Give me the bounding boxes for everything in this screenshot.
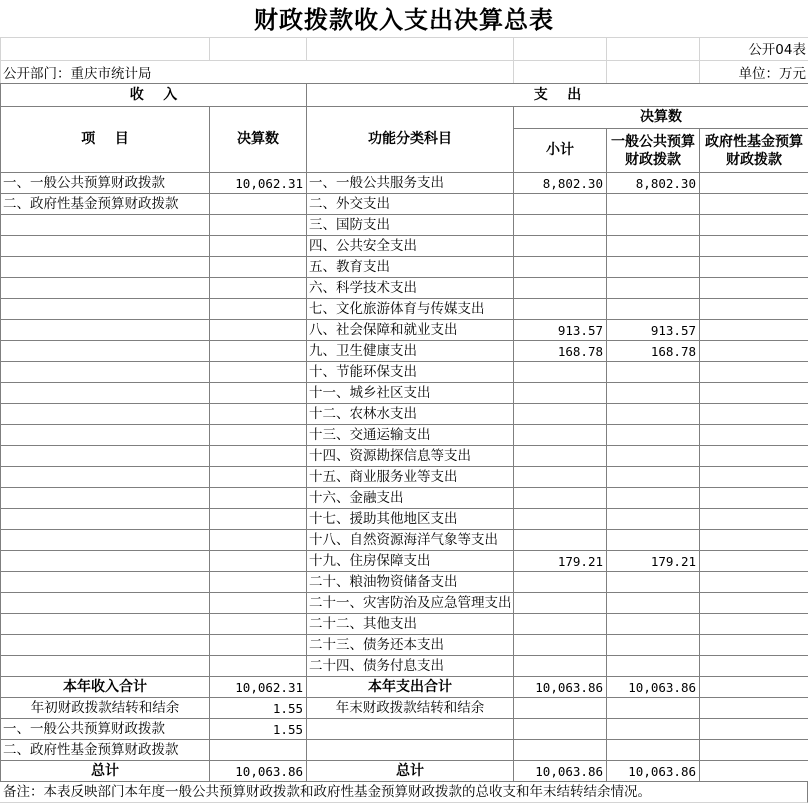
income-amount — [210, 425, 307, 446]
expenditure-general — [607, 509, 700, 530]
income-amount — [210, 215, 307, 236]
empty-cell — [607, 719, 700, 740]
expenditure-item: 十一、城乡社区支出 — [307, 383, 514, 404]
subtotal-header: 小计 — [514, 129, 607, 173]
income-amount — [210, 404, 307, 425]
income-amount — [210, 383, 307, 404]
income-item — [1, 551, 210, 572]
income-header: 收 入 — [1, 84, 307, 107]
expenditure-general — [607, 572, 700, 593]
table-row — [1, 446, 808, 467]
expenditure-item: 五、教育支出 — [307, 257, 514, 278]
expenditure-total-general: 10,063.86 — [607, 677, 700, 698]
expenditure-subtotal — [514, 656, 607, 677]
income-amount — [210, 551, 307, 572]
expenditure-general — [607, 299, 700, 320]
form-code: 公开04表 — [700, 37, 808, 60]
unit-label: 单位：万元 — [700, 60, 808, 83]
income-amount — [210, 593, 307, 614]
table-row — [1, 236, 808, 257]
expenditure-total-subtotal: 10,063.86 — [514, 677, 607, 698]
expenditure-subtotal — [514, 383, 607, 404]
expenditure-item: 九、卫生健康支出 — [307, 341, 514, 362]
income-item — [1, 341, 210, 362]
expenditure-general — [607, 257, 700, 278]
income-item — [1, 593, 210, 614]
end-balance-label: 年末财政拨款结转和结余 — [307, 698, 514, 719]
income-item — [1, 572, 210, 593]
grand-total-subtotal: 10,063.86 — [514, 761, 607, 782]
expenditure-fund — [700, 446, 808, 467]
table-row — [1, 194, 808, 215]
expenditure-general — [607, 383, 700, 404]
empty-cell — [307, 740, 514, 761]
expenditure-subtotal — [514, 404, 607, 425]
table-row — [1, 530, 808, 551]
table-row — [1, 551, 808, 572]
expenditure-subtotal — [514, 530, 607, 551]
income-amount — [210, 257, 307, 278]
table-row — [1, 488, 808, 509]
general-budget-header: 一般公共预算财政拨款 — [607, 129, 700, 173]
expenditure-subtotal — [514, 236, 607, 257]
expenditure-item: 十九、住房保障支出 — [307, 551, 514, 572]
item-header: 项 目 — [1, 107, 210, 173]
expenditure-general — [607, 635, 700, 656]
expenditure-general — [607, 530, 700, 551]
begin-general-label: 一、一般公共预算财政拨款 — [1, 719, 210, 740]
expenditure-fund — [700, 236, 808, 257]
income-amount — [210, 320, 307, 341]
grand-total-expenditure-label: 总计 — [307, 761, 514, 782]
meta-cell — [514, 37, 607, 60]
table-row — [1, 404, 808, 425]
expenditure-fund — [700, 257, 808, 278]
expenditure-fund — [700, 593, 808, 614]
expenditure-item: 十六、金融支出 — [307, 488, 514, 509]
income-item — [1, 299, 210, 320]
expenditure-total-fund — [700, 677, 808, 698]
expenditure-fund — [700, 614, 808, 635]
income-item — [1, 509, 210, 530]
table-row — [1, 299, 808, 320]
expenditure-general — [607, 656, 700, 677]
expenditure-item: 二十四、债务付息支出 — [307, 656, 514, 677]
expenditure-fund — [700, 509, 808, 530]
meta-cell — [607, 37, 700, 60]
expenditure-fund — [700, 656, 808, 677]
final-amount-group-header: 决算数 — [514, 107, 808, 129]
income-amount — [210, 341, 307, 362]
expenditure-fund — [700, 404, 808, 425]
expenditure-header: 支 出 — [307, 84, 808, 107]
table-row — [1, 173, 808, 194]
income-amount — [210, 509, 307, 530]
expenditure-subtotal — [514, 635, 607, 656]
budget-table — [0, 83, 808, 782]
expenditure-item: 十七、援助其他地区支出 — [307, 509, 514, 530]
income-item — [1, 236, 210, 257]
empty-cell — [607, 740, 700, 761]
expenditure-item: 二、外交支出 — [307, 194, 514, 215]
income-amount — [210, 236, 307, 257]
expenditure-fund — [700, 299, 808, 320]
final-amount-header: 决算数 — [210, 107, 307, 173]
income-amount — [210, 362, 307, 383]
table-row — [1, 362, 808, 383]
income-item — [1, 278, 210, 299]
grand-total-fund — [700, 761, 808, 782]
expenditure-general: 168.78 — [607, 341, 700, 362]
income-total-label: 本年收入合计 — [1, 677, 210, 698]
expenditure-item: 十、节能环保支出 — [307, 362, 514, 383]
income-amount — [210, 278, 307, 299]
income-item — [1, 257, 210, 278]
expenditure-fund — [700, 383, 808, 404]
expenditure-fund — [700, 341, 808, 362]
expenditure-subtotal — [514, 278, 607, 299]
income-item: 二、政府性基金预算财政拨款 — [1, 194, 210, 215]
expenditure-item: 二十一、灾害防治及应急管理支出 — [307, 593, 514, 614]
table-row — [1, 509, 808, 530]
expenditure-total-label: 本年支出合计 — [307, 677, 514, 698]
expenditure-item: 十三、交通运输支出 — [307, 425, 514, 446]
meta-cell — [307, 37, 514, 60]
expenditure-subtotal — [514, 362, 607, 383]
table-row — [1, 656, 808, 677]
end-balance-fund — [700, 698, 808, 719]
expenditure-item: 十八、自然资源海洋气象等支出 — [307, 530, 514, 551]
expenditure-fund — [700, 572, 808, 593]
expenditure-fund — [700, 488, 808, 509]
expenditure-general: 8,802.30 — [607, 173, 700, 194]
page-title: 财政拨款收入支出决算总表 — [0, 0, 808, 38]
begin-balance-value: 1.55 — [210, 698, 307, 719]
table-row — [1, 593, 808, 614]
income-item — [1, 404, 210, 425]
income-item — [1, 656, 210, 677]
income-amount — [210, 530, 307, 551]
expenditure-fund — [700, 215, 808, 236]
income-item — [1, 425, 210, 446]
income-item — [1, 614, 210, 635]
expenditure-general — [607, 278, 700, 299]
income-amount — [210, 467, 307, 488]
begin-fund-label: 二、政府性基金预算财政拨款 — [1, 740, 210, 761]
grand-total-income-value: 10,063.86 — [210, 761, 307, 782]
expenditure-general — [607, 614, 700, 635]
income-amount — [210, 488, 307, 509]
table-row — [1, 278, 808, 299]
table-row — [1, 572, 808, 593]
expenditure-item: 八、社会保障和就业支出 — [307, 320, 514, 341]
expenditure-fund — [700, 425, 808, 446]
expenditure-fund — [700, 467, 808, 488]
expenditure-subtotal: 168.78 — [514, 341, 607, 362]
income-amount — [210, 656, 307, 677]
meta-cell — [1, 37, 210, 60]
meta-cell — [607, 60, 700, 83]
expenditure-subtotal — [514, 194, 607, 215]
empty-cell — [514, 719, 607, 740]
income-item — [1, 467, 210, 488]
expenditure-general — [607, 404, 700, 425]
expenditure-general — [607, 362, 700, 383]
expenditure-subtotal — [514, 488, 607, 509]
expenditure-general: 179.21 — [607, 551, 700, 572]
department-label: 公开部门：重庆市统计局 — [1, 60, 514, 83]
income-item — [1, 320, 210, 341]
table-row — [1, 467, 808, 488]
empty-cell — [514, 740, 607, 761]
expenditure-subtotal — [514, 446, 607, 467]
expenditure-general — [607, 215, 700, 236]
table-row — [1, 320, 808, 341]
expenditure-fund — [700, 278, 808, 299]
expenditure-fund — [700, 194, 808, 215]
expenditure-item: 一、一般公共服务支出 — [307, 173, 514, 194]
income-item — [1, 215, 210, 236]
income-total-value: 10,062.31 — [210, 677, 307, 698]
functional-category-header: 功能分类科目 — [307, 107, 514, 173]
expenditure-subtotal — [514, 572, 607, 593]
table-row — [1, 341, 808, 362]
income-item: 一、一般公共预算财政拨款 — [1, 173, 210, 194]
meta-table — [0, 37, 808, 84]
gov-fund-header: 政府性基金预算财政拨款 — [700, 129, 808, 173]
table-row — [1, 614, 808, 635]
expenditure-item: 四、公共安全支出 — [307, 236, 514, 257]
end-balance-general — [607, 698, 700, 719]
income-item — [1, 383, 210, 404]
income-amount — [210, 614, 307, 635]
income-amount — [210, 572, 307, 593]
begin-fund-value — [210, 740, 307, 761]
expenditure-item: 二十、粮油物资储备支出 — [307, 572, 514, 593]
expenditure-subtotal — [514, 467, 607, 488]
income-amount: 10,062.31 — [210, 173, 307, 194]
grand-total-general: 10,063.86 — [607, 761, 700, 782]
income-item — [1, 362, 210, 383]
expenditure-general — [607, 236, 700, 257]
expenditure-general: 913.57 — [607, 320, 700, 341]
expenditure-item: 十二、农林水支出 — [307, 404, 514, 425]
expenditure-item: 六、科学技术支出 — [307, 278, 514, 299]
table-row — [1, 215, 808, 236]
expenditure-subtotal: 8,802.30 — [514, 173, 607, 194]
expenditure-fund — [700, 530, 808, 551]
expenditure-general — [607, 446, 700, 467]
income-item — [1, 530, 210, 551]
expenditure-subtotal: 913.57 — [514, 320, 607, 341]
empty-cell — [700, 719, 808, 740]
income-amount — [210, 635, 307, 656]
footnote: 备注：本表反映部门本年度一般公共预算财政拨款和政府性基金预算财政拨款的总收支和年末结转结余情况。 — [0, 781, 808, 803]
grand-total-income-label: 总计 — [1, 761, 210, 782]
expenditure-subtotal — [514, 215, 607, 236]
income-item — [1, 446, 210, 467]
expenditure-subtotal: 179.21 — [514, 551, 607, 572]
expenditure-item: 十五、商业服务业等支出 — [307, 467, 514, 488]
expenditure-subtotal — [514, 614, 607, 635]
expenditure-subtotal — [514, 593, 607, 614]
expenditure-general — [607, 194, 700, 215]
income-item — [1, 488, 210, 509]
meta-cell — [210, 37, 307, 60]
expenditure-subtotal — [514, 299, 607, 320]
table-row — [1, 425, 808, 446]
expenditure-fund — [700, 551, 808, 572]
expenditure-fund — [700, 320, 808, 341]
table-row — [1, 635, 808, 656]
begin-balance-label: 年初财政拨款结转和结余 — [1, 698, 210, 719]
meta-cell — [514, 60, 607, 83]
income-amount — [210, 299, 307, 320]
empty-cell — [700, 740, 808, 761]
expenditure-general — [607, 488, 700, 509]
table-row — [1, 383, 808, 404]
empty-cell — [307, 719, 514, 740]
expenditure-subtotal — [514, 425, 607, 446]
expenditure-subtotal — [514, 257, 607, 278]
expenditure-item: 二十三、债务还本支出 — [307, 635, 514, 656]
table-row — [1, 257, 808, 278]
end-balance-subtotal — [514, 698, 607, 719]
expenditure-fund — [700, 173, 808, 194]
income-amount — [210, 194, 307, 215]
expenditure-item: 二十二、其他支出 — [307, 614, 514, 635]
expenditure-item: 七、文化旅游体育与传媒支出 — [307, 299, 514, 320]
expenditure-subtotal — [514, 509, 607, 530]
expenditure-general — [607, 467, 700, 488]
expenditure-general — [607, 425, 700, 446]
expenditure-item: 三、国防支出 — [307, 215, 514, 236]
income-item — [1, 635, 210, 656]
expenditure-fund — [700, 635, 808, 656]
expenditure-item: 十四、资源勘探信息等支出 — [307, 446, 514, 467]
expenditure-fund — [700, 362, 808, 383]
expenditure-general — [607, 593, 700, 614]
income-amount — [210, 446, 307, 467]
begin-general-value: 1.55 — [210, 719, 307, 740]
